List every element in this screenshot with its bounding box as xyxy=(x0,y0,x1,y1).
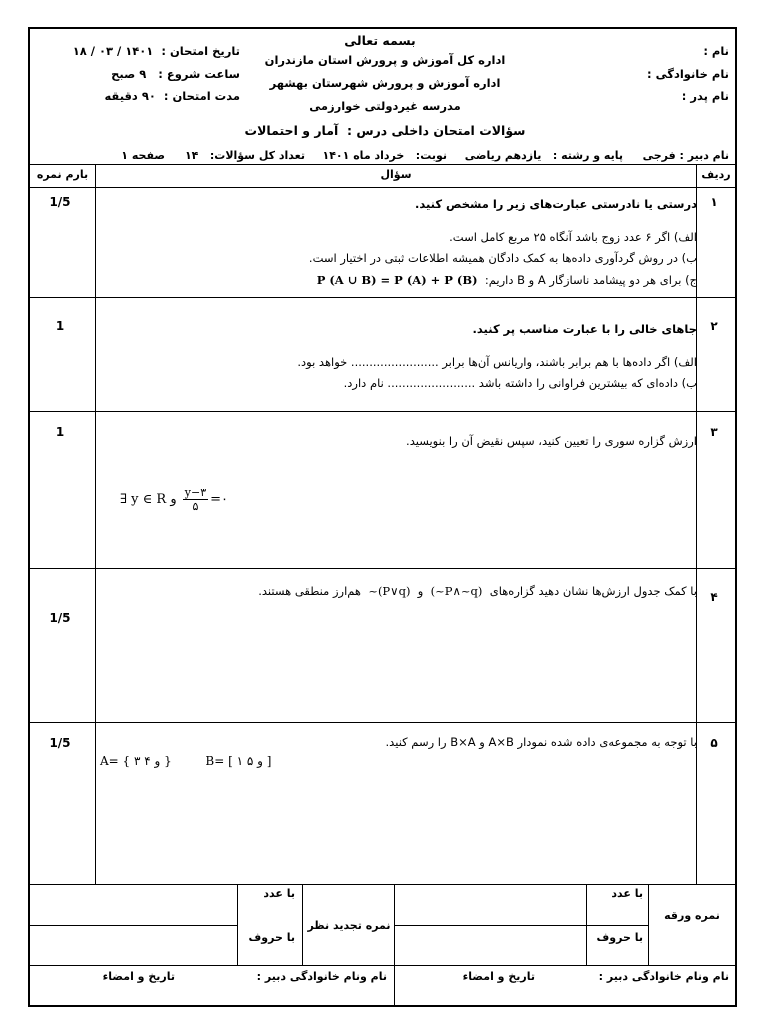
exam-sheet xyxy=(28,27,737,1007)
set-b: B= [ ۱ و ۵ ] xyxy=(205,754,272,768)
exam-date: تاریخ امتحان : ۱۸ / ۰۳ / ۱۴۰۱ xyxy=(72,44,240,58)
number-label: با عدد xyxy=(611,887,643,900)
question-line: الف) اگر ۶ عدد زوج باشد آنگاه ۲۵ مربع کامل است. xyxy=(449,230,697,244)
question-number: ۴ xyxy=(710,590,718,604)
divider xyxy=(30,411,735,412)
divider xyxy=(395,925,649,926)
question-line: ب) در روش گردآوری داده‌ها به کمک دادگان همیشه اطلاعات ثبتی در اختیار است. xyxy=(308,251,697,265)
paper-score-label: نمره ورقه xyxy=(664,909,720,922)
divider xyxy=(30,187,735,188)
divider xyxy=(30,884,735,885)
column-divider xyxy=(95,164,96,884)
question-score: 1/5 xyxy=(49,195,71,209)
column-divider xyxy=(696,164,697,884)
basmala: بسمه تعالی xyxy=(344,33,416,48)
score-column-header: بارم نمره xyxy=(36,168,89,181)
teacher-name-label: نام ونام خانوادگی دبیر : xyxy=(256,970,387,983)
teacher-name: نام دبیر : فرجی xyxy=(642,149,729,162)
fraction-denominator: ۵ xyxy=(192,500,199,513)
question-number: ۳ xyxy=(710,425,718,439)
question-line: ب) داده‌ای که بیشترین فراوانی را داشته باشد ........................ نام دارد. xyxy=(343,376,697,390)
fraction-numerator: y−۳ xyxy=(184,486,207,499)
divider xyxy=(28,925,238,926)
exam-duration: مدت امتحان : ۹۰ دقیقه xyxy=(104,89,240,103)
divider xyxy=(30,297,735,298)
question-count: تعداد کل سؤالات: ۱۴ xyxy=(184,149,305,162)
divider xyxy=(30,965,735,966)
father-name-label: نام پدر : xyxy=(681,89,729,103)
divider xyxy=(30,568,735,569)
date-sign-label: تاریخ و امضاء xyxy=(462,970,535,983)
date-sign-label: تاریخ و امضاء xyxy=(102,970,175,983)
union-formula: P (A ∪ B) = P (A) + P (B) xyxy=(316,273,478,287)
exam-title: سؤالات امتحان داخلی درس : آمار و احتمالات xyxy=(244,123,526,138)
question-line: الف) اگر داده‌ها با هم برابر باشند، واریانس آن‌ها برابر ........................ خواهد بود. xyxy=(297,355,697,369)
divider xyxy=(30,164,735,165)
question-number: ۱ xyxy=(710,195,718,209)
term-field: نوبت: خرداد ماه ۱۴۰۱ xyxy=(322,149,447,162)
set-definitions xyxy=(100,754,271,768)
number-label: با عدد xyxy=(263,887,295,900)
student-name-label: نام : xyxy=(703,44,729,58)
page-number: صفحه ۱ xyxy=(121,149,165,162)
letters-label: با حروف xyxy=(596,931,643,944)
org-province: اداره کل آموزش و پرورش استان مازندران xyxy=(264,53,506,67)
question-score: 1/5 xyxy=(49,736,71,750)
question-score: 1/5 xyxy=(49,611,71,625)
grade-field: پایه و رشته : یازدهم ریاضی xyxy=(464,149,623,162)
teacher-name-label: نام ونام خانوادگی دبیر : xyxy=(598,970,729,983)
row-column-header: ردیف xyxy=(701,168,731,181)
question-title: جاهای خالی را با عبارت مناسب پر کنید. xyxy=(472,322,697,336)
column-divider xyxy=(394,884,395,1007)
question-text: ارزش گزاره سوری را تعیین کنید، سپس نقیض آن را بنویسید. xyxy=(406,434,697,448)
question-text: با کمک جدول ارزش‌ها نشان دهید گزاره‌های (~P∧~q) و ~(P∨q) هم‌ارز منطقی هستند. xyxy=(258,584,697,598)
org-city: اداره آموزش و پرورش شهرستان بهشهر xyxy=(269,76,501,90)
question-number: ۲ xyxy=(710,319,718,333)
start-time: ساعت شروع : ۹ صبح xyxy=(111,67,240,81)
question-title: درستی یا نادرستی عبارت‌های زیر را مشخص کنید. xyxy=(414,197,697,211)
question-score: 1 xyxy=(55,319,65,333)
question-line: ج) برای هر دو پیشامد ناسازگار A و B داریم: P (A ∪ B) = P (A) + P (B) xyxy=(316,273,697,287)
student-family-label: نام خانوادگی : xyxy=(647,67,729,81)
letters-label: با حروف xyxy=(248,931,295,944)
quantifier-statement: ∃ y ∈ R و y−۳ ۵ =۰ xyxy=(120,486,228,513)
review-score-label: نمره تجدید نظر xyxy=(307,919,391,932)
divider xyxy=(30,722,735,723)
question-number: ۵ xyxy=(710,736,718,750)
question-text: با توجه به مجموعه‌ی داده شده نمودار A×B و B×A را رسم کنید. xyxy=(385,735,697,749)
set-a: A= { ۳ و ۴ } xyxy=(100,754,172,768)
school-name: مدرسه غیردولتی خوارزمی xyxy=(309,99,461,113)
question-column-header: سؤال xyxy=(380,168,412,181)
question-score: 1 xyxy=(55,425,65,439)
